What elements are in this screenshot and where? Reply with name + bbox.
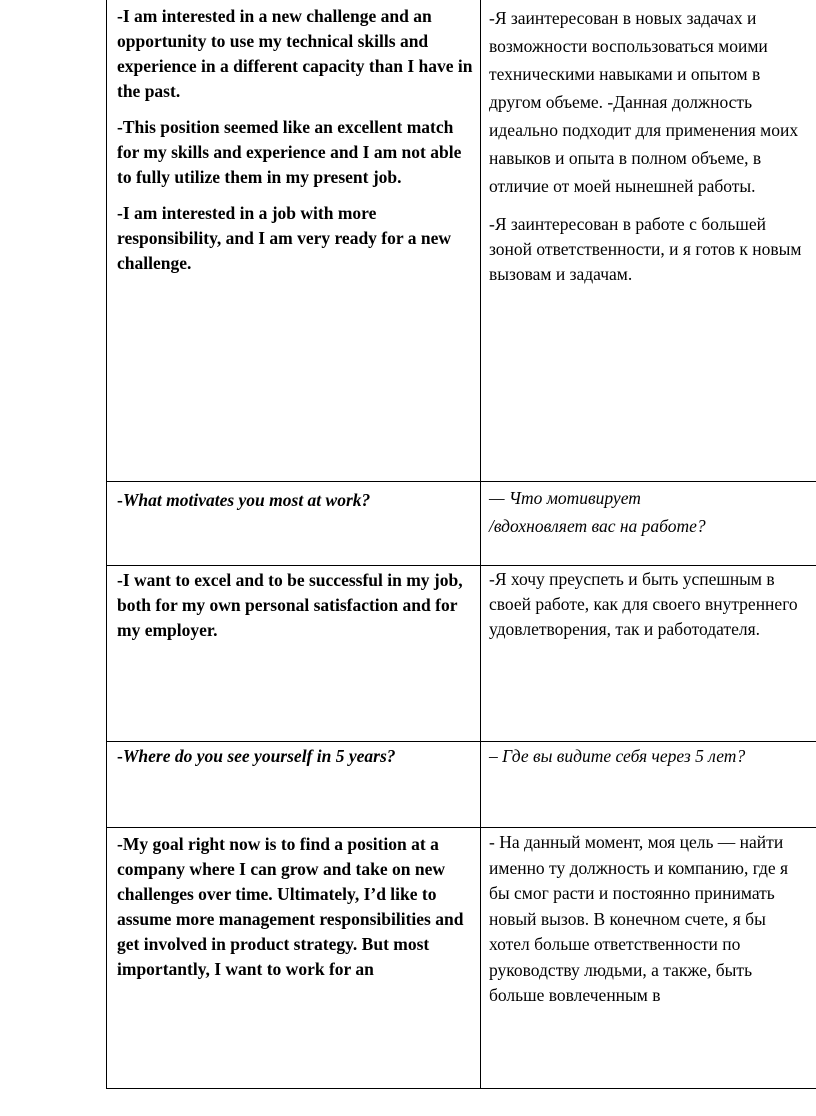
russian-answer-cell [489,830,816,1009]
english-answer-cell [117,568,475,654]
russian-line: -Я заинтересован в новых задачах и [489,8,757,28]
russian-line: возможности воспользоваться моими [489,36,768,56]
column-divider [480,482,481,565]
russian-line: хотел больше ответственности по [489,934,741,954]
russian-line: идеально подходит для применения моих [489,120,799,140]
english-question: Where do you see yourself in 5 years? [122,746,396,766]
english-paragraph: -I am interested in a job with more responsibility, and I am very ready for a new challenge. [117,203,451,273]
russian-line: руководству людьми, а также, быть [489,959,753,980]
english-paragraph: -I am interested in a new challenge and an opportunity to use my technical skills and experience in a different capacity than I have in the past. [117,6,473,101]
russian-line: бы смог расти и постоянно принимать [489,883,775,903]
english-question: What motivates you most at work? [122,490,371,510]
russian-line: отличие от моей нынешней работы. [489,176,756,196]
english-paragraph: -I want to excel and to be successful in my job, both for my own personal satisfaction and for my employer. [117,570,463,640]
russian-line: другом объеме. -Данная должность [489,92,753,112]
english-answer-cell [117,832,475,993]
column-divider [480,828,481,1088]
russian-question-line: — Что мотивирует [489,488,641,508]
english-question-cell [117,744,475,769]
english-answer-cell [117,4,475,287]
russian-line: техническими навыками и опытом в [489,64,761,84]
table-row [106,742,816,828]
russian-answer-cell [489,4,816,287]
russian-line: своей работе, как для своего внутреннего [489,594,798,614]
column-divider [480,742,481,827]
question-prefix: - [117,746,123,766]
column-divider [480,0,481,481]
table-row [106,566,816,742]
table-row [106,482,816,566]
russian-line: удовлетворения, так и работодателя. [489,619,761,639]
russian-question-cell [489,744,816,769]
russian-line: именно ту должность и компанию, где я [489,857,789,878]
russian-question-line: /вдохновляет вас на работе? [489,516,706,536]
russian-line: -Я хочу преуспеть и быть успешным в [489,569,775,589]
english-paragraph: -My goal right now is to find a position at a company where I can grow and take on new challenges over time. Ultimately, I’d like to assume more management responsibilities and get involved in product strategy. But most importantly, I want to work for an [117,834,464,979]
column-divider [480,566,481,741]
english-paragraph: -This position seemed like an excellent match for my skills and experience and I am not able to fully utilize them in my present job. [117,117,462,187]
table-row [106,0,816,482]
russian-question-cell [489,484,816,540]
russian-line: больше вовлеченным в [489,985,661,1005]
russian-line: навыков и опыта в полном объеме, в [489,148,762,168]
russian-line: - На данный момент, моя цель — найти [489,832,784,852]
russian-line: -Я заинтересован в работе с большей [489,214,766,234]
russian-line: вызовам и задачам. [489,264,633,284]
question-prefix: - [117,490,123,510]
russian-question-line: – Где вы видите себя через 5 лет? [489,746,746,766]
russian-answer-cell [489,567,816,642]
table-row [106,828,816,1089]
russian-line: новый вызов. В конечном счете, я бы [489,908,766,929]
russian-line: зоной ответственности, и я готов к новым [489,239,802,259]
english-question-cell [117,488,475,513]
